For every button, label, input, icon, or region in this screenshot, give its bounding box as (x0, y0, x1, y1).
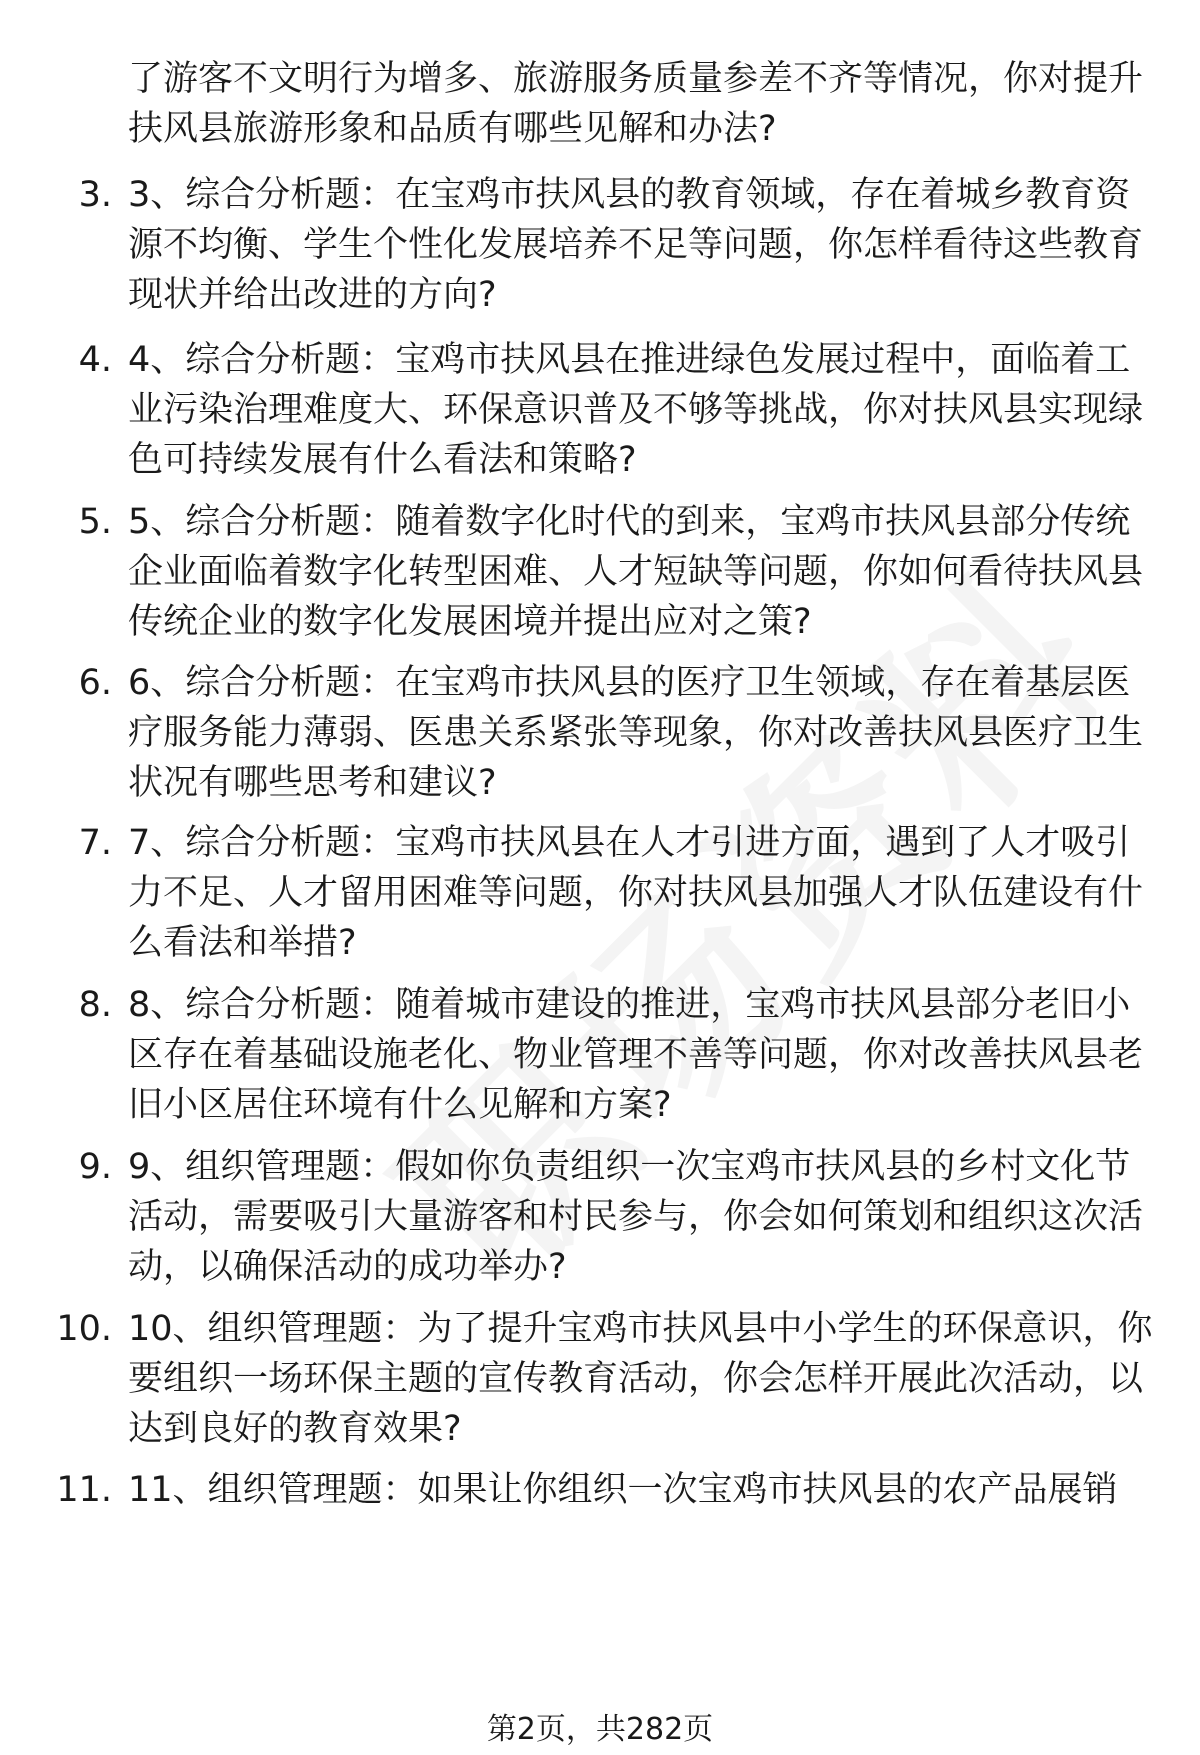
question-text: 9、组织管理题：假如你负责组织一次宝鸡市扶风县的乡村文化节活动，需要吸引大量游客和村民参与，你会如何策划和组织这次活动，以确保活动的成功举办? (128, 1147, 1144, 1287)
question-number: 9. (78, 1147, 112, 1187)
question-number: 11. (56, 1470, 112, 1510)
question-number: 10. (56, 1309, 112, 1349)
question-text: 3、综合分析题：在宝鸡市扶风县的教育领域，存在着城乡教育资源不均衡、学生个性化发展培养不足等问题，你怎样看待这些教育现状并给出改进的方向? (128, 175, 1144, 315)
question-text: 7、综合分析题：宝鸡市扶风县在人才引进方面，遇到了人才吸引力不足、人才留用困难等问题，你对扶风县加强人才队伍建设有什么看法和举措? (128, 823, 1144, 963)
question-number: 3. (78, 175, 112, 215)
question-text: 4、综合分析题：宝鸡市扶风县在推进绿色发展过程中，面临着工业污染治理难度大、环保意识普及不够等挑战，你对扶风县实现绿色可持续发展有什么看法和策略? (128, 340, 1144, 480)
question-text: 10、组织管理题：为了提升宝鸡市扶风县中小学生的环保意识，你要组织一场环保主题的宣传教育活动，你会怎样开展此次活动，以达到良好的教育效果? (128, 1309, 1153, 1449)
page-footer: 第2页，共282页 (486, 1712, 714, 1747)
question-number: 8. (78, 985, 112, 1025)
question-text: 8、综合分析题：随着城市建设的推进，宝鸡市扶风县部分老旧小区存在着基础设施老化、物业管理不善等问题，你对改善扶风县老旧小区居住环境有什么见解和方案? (128, 985, 1144, 1125)
question-number: 6. (78, 663, 112, 703)
question-text: 11、组织管理题：如果让你组织一次宝鸡市扶风县的农产品展销 (128, 1470, 1118, 1510)
question-number: 5. (78, 502, 112, 542)
question-text: 5、综合分析题：随着数字化时代的到来，宝鸡市扶风县部分传统企业面临着数字化转型困难、人才短缺等问题，你如何看待扶风县传统企业的数字化发展困境并提出应对之策? (128, 502, 1144, 642)
question-number: 7. (78, 823, 112, 863)
continued-question-text: 了游客不文明行为增多、旅游服务质量参差不齐等情况，你对提升扶风县旅游形象和品质有哪些见解和办法? (128, 59, 1144, 149)
question-number: 4. (78, 340, 112, 380)
question-text: 6、综合分析题：在宝鸡市扶风县的医疗卫生领域，存在着基层医疗服务能力薄弱、医患关系紧张等现象，你对改善扶风县医疗卫生状况有哪些思考和建议? (128, 663, 1144, 803)
